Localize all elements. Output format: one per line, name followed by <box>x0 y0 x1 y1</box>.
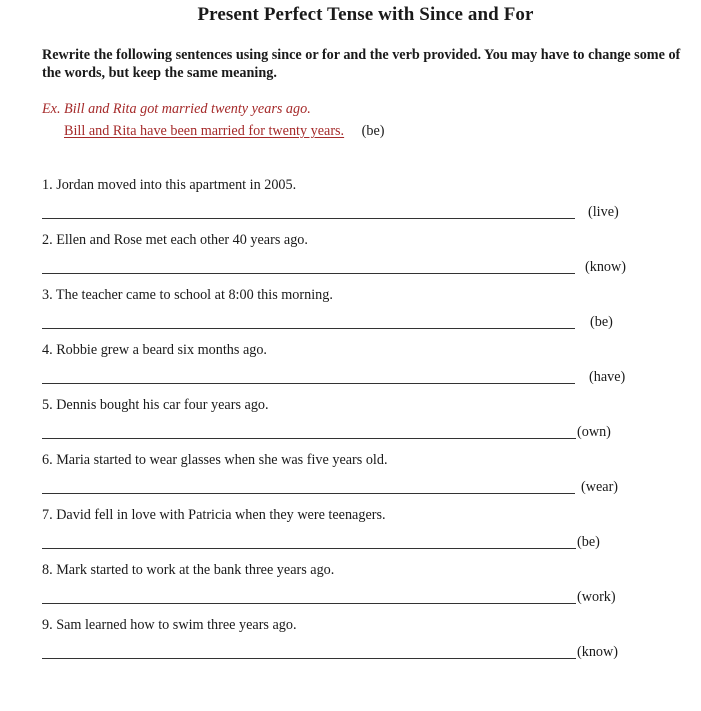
answer-line[interactable] <box>42 438 576 439</box>
answer-line[interactable] <box>42 328 575 329</box>
question-3 <box>42 286 662 330</box>
answer-line[interactable] <box>42 383 575 384</box>
verb-hint: (wear) <box>581 479 619 495</box>
answer-row <box>42 203 662 221</box>
answer-line[interactable] <box>42 603 576 604</box>
answer-line[interactable] <box>42 548 576 549</box>
answer-row <box>42 368 662 386</box>
answer-row <box>42 643 662 661</box>
verb-hint: (know) <box>577 644 618 660</box>
answer-row <box>42 478 662 496</box>
example-answer-row <box>64 122 385 140</box>
answer-line[interactable] <box>42 493 575 494</box>
worksheet-title: Present Perfect Tense with Since and For <box>197 4 534 25</box>
verb-hint: (live) <box>588 204 619 220</box>
answer-line[interactable] <box>42 273 575 274</box>
instructions-text: Rewrite the following sentences using since or for and the verb provided. You may have to change some of the words, but keep the same meaning. <box>42 47 681 81</box>
question-5 <box>42 396 662 440</box>
question-text: 9. Sam learned how to swim three years ago. <box>42 617 297 633</box>
verb-hint: (be) <box>590 314 613 330</box>
verb-hint: (have) <box>589 369 626 385</box>
example-answer: Bill and Rita have been married for twenty years. <box>64 123 345 139</box>
answer-row <box>42 423 662 441</box>
question-text: 6. Maria started to wear glasses when she was five years old. <box>42 452 388 468</box>
question-text: 4. Robbie grew a beard six months ago. <box>42 342 267 358</box>
question-7 <box>42 506 662 550</box>
answer-row <box>42 258 662 276</box>
question-text: 1. Jordan moved into this apartment in 2005. <box>42 177 297 193</box>
question-text: 5. Dennis bought his car four years ago. <box>42 397 269 413</box>
example-sentence: Ex. Bill and Rita got married twenty years ago. <box>42 101 311 117</box>
verb-hint: (work) <box>577 589 616 605</box>
question-9 <box>42 616 662 660</box>
answer-row <box>42 313 662 331</box>
question-8 <box>42 561 662 605</box>
example-verb: (be) <box>361 123 385 139</box>
question-6 <box>42 451 662 495</box>
verb-hint: (be) <box>577 534 600 550</box>
verb-hint: (know) <box>585 259 626 275</box>
question-2 <box>42 231 662 275</box>
answer-line[interactable] <box>42 658 576 659</box>
verb-hint: (own) <box>577 424 611 440</box>
question-1 <box>42 176 662 220</box>
answer-row <box>42 533 662 551</box>
question-text: 8. Mark started to work at the bank three years ago. <box>42 562 335 578</box>
question-text: 7. David fell in love with Patricia when they were teenagers. <box>42 507 386 523</box>
question-text: 3. The teacher came to school at 8:00 this morning. <box>42 287 333 303</box>
example-block <box>42 100 385 140</box>
answer-line[interactable] <box>42 218 575 219</box>
answer-row <box>42 588 662 606</box>
question-4 <box>42 341 662 385</box>
question-text: 2. Ellen and Rose met each other 40 years ago. <box>42 232 308 248</box>
